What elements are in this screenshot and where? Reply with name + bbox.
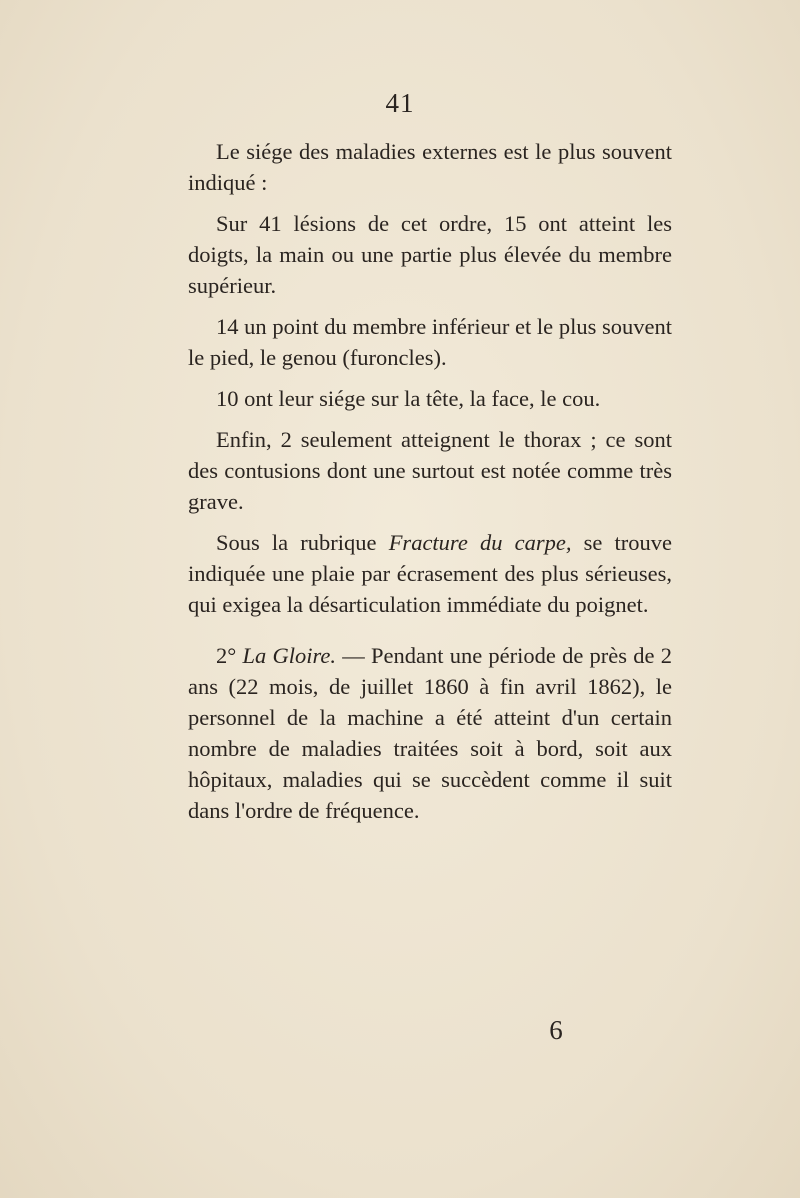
paragraph-membre-superieur: Sur 41 lésions de cet ordre, 15 ont atteint les doigts, la main ou une partie plus élevée du membre supérieur. [188,211,672,298]
italic-text: Fracture du carpe, [388,530,572,555]
text-run: — Pendant une période de près de 2 ans (22 mois, de juillet 1860 à fin avril 1862), le personnel de la machine a été atteint d'un certain nombre de maladies traitées soit à bord, soit aux hôpitaux, maladies qui se succèdent comme il suit dans l'ordre de fréquence. [188,643,672,823]
signature-mark: 6 [549,1015,563,1045]
paragraph-tete: 10 ont leur siége sur la tête, la face, le cou. [216,386,601,411]
body-text [188,136,672,826]
paragraph-membre-inferieur: 14 un point du membre inférieur et le plus souvent le pied, le genou (furoncles). [188,314,672,370]
text-run: 2° [216,643,243,668]
text-run: se trouve indiquée une plaie par écrasement des plus sérieuses, qui exigea la désarticulation immédiate du poignet. [188,530,673,617]
paragraph-thorax: Enfin, 2 seulement atteignent le thorax ; ce sont des contusions dont une surtout est notée comme très grave. [188,427,672,514]
italic-text: La Gloire. [242,643,337,668]
paragraph-fracture-carpe [188,527,672,620]
paragraph-la-gloire [188,640,672,826]
paragraph-siege: Le siége des maladies externes est le plus souvent indiqué : [188,139,672,195]
page-number: 41 [385,88,415,118]
text-run: Sous la rubrique [216,530,389,555]
